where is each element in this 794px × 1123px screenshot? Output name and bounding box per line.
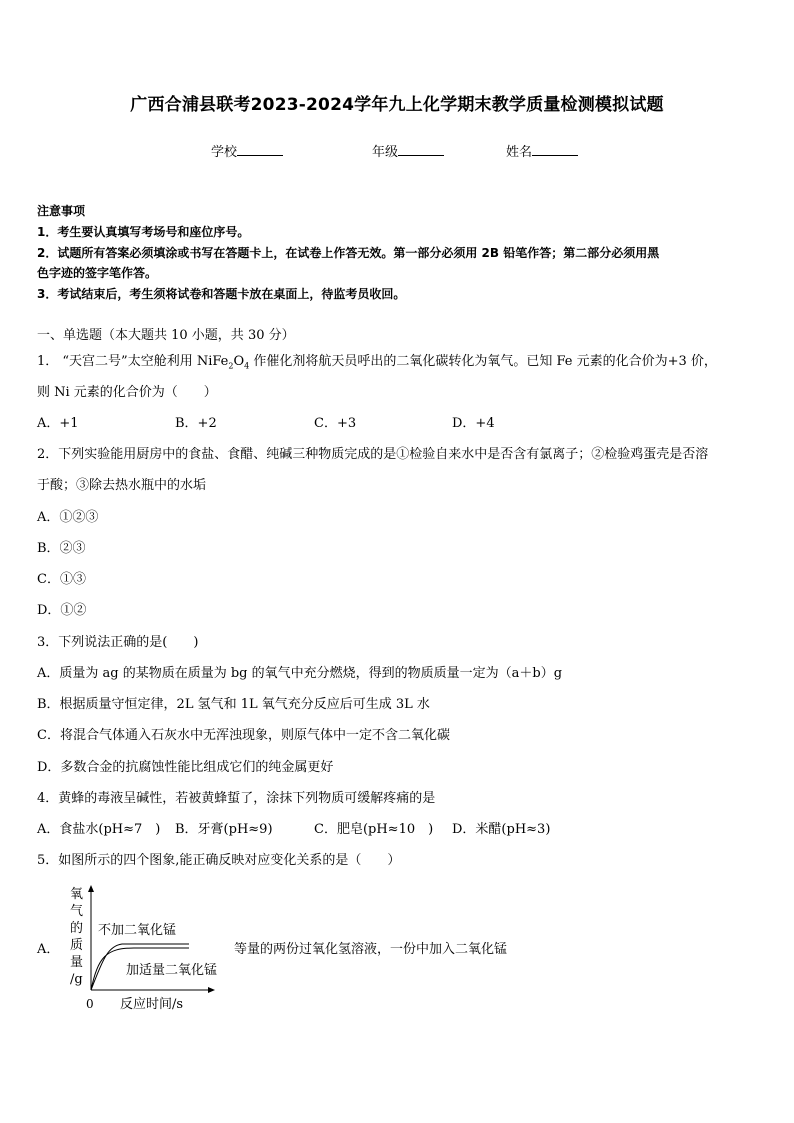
q1-text: O [233, 354, 245, 369]
notes-item: 3．考试结束后，考生须将试卷和答题卡放在桌面上，待监考员收回。 [37, 287, 406, 301]
q3-option-b[interactable]: B．根据质量守恒定律，2L 氢气和 1L 氧气充分反应后可生成 3L 水 [37, 697, 430, 712]
q1-stem-line2: 则 Ni 元素的化合价为（ ） [37, 385, 217, 400]
school-blank [237, 143, 283, 156]
q4-stem: 4．黄蜂的毒液呈碱性，若被黄蜂蜇了，涂抹下列物质可缓解疼痛的是 [37, 791, 436, 806]
name-field [506, 141, 578, 160]
q1-option-b[interactable]: B．+2 [175, 416, 217, 431]
notes-heading: 注意事项 [37, 204, 86, 218]
x-axis-arrow-icon [208, 987, 215, 993]
q1-text: 1． “天宫二号”太空舱利用 NiFe [37, 354, 229, 369]
notes-item: 2．试题所有答案必须填涂或书写在答题卡上，在试卷上作答无效。第一部分必须用 2B 铅笔作答；第二部分必须用黑 [37, 246, 660, 260]
q3-stem: 3．下列说法正确的是( ) [37, 635, 199, 650]
q4-option-a[interactable]: A．食盐水(pH≈7 ) [37, 822, 161, 837]
grade-label: 年级 [372, 145, 399, 160]
q4-option-b[interactable]: B．牙膏(pH≈9) [175, 822, 273, 837]
origin-label: 0 [86, 997, 94, 1011]
q2-option-b[interactable]: B．②③ [37, 541, 86, 556]
ylabel-char: 气 [70, 904, 84, 919]
q4-option-c[interactable]: C．肥皂(pH≈10 ) [314, 822, 434, 837]
q4-option-d[interactable]: D．米醋(pH≈3) [452, 822, 551, 837]
exam-title: 广西合浦县联考2023-2024学年九上化学期末教学质量检测模拟试题 [130, 95, 664, 115]
ylabel-char: /g [70, 972, 83, 987]
q1-option-d[interactable]: D．+4 [452, 416, 495, 431]
xlabel: 反应时间/s [120, 997, 184, 1012]
school-label: 学校 [211, 145, 238, 160]
ylabel-char: 的 [70, 921, 84, 936]
grade-blank [398, 143, 444, 156]
ylabel-char: 量 [70, 955, 84, 970]
notes-item: 1．考生要认真填写考场号和座位序号。 [37, 225, 250, 239]
q2-option-d[interactable]: D．①② [37, 603, 87, 618]
q2-stem-line1: 2．下列实验能用厨房中的食盐、食醋、纯碱三种物质完成的是①检验自来水中是否含有氯离子；②检验鸡蛋壳是否溶 [37, 447, 709, 462]
q5-graph-a [62, 882, 232, 1014]
q1-sub: 4 [244, 361, 250, 371]
q3-option-c[interactable]: C．将混合气体通入石灰水中无浑浊现象，则原气体中一定不含二氧化碳 [37, 728, 450, 743]
q3-option-d[interactable]: D．多数合金的抗腐蚀性能比组成它们的纯金属更好 [37, 760, 334, 775]
q5-option-a-text: 等量的两份过氧化氢溶液，一份中加入二氧化锰 [234, 942, 508, 957]
curve-top-label: 不加二氧化锰 [98, 923, 177, 938]
q1-stem-line1 [37, 354, 717, 375]
q3-option-a[interactable]: A．质量为 ag 的某物质在质量为 bg 的氧气中充分燃烧，得到的物质质量一定为（a＋b）g [37, 666, 563, 681]
y-axis-arrow-icon [88, 885, 94, 892]
q1-text: 作催化剂将航天员呼出的二氧化碳转化为氧气。已知 Fe 元素的化合价为+3 价， [249, 354, 717, 369]
ylabel-char: 氧 [70, 887, 84, 902]
q1-option-a[interactable]: A．+1 [37, 416, 79, 431]
curve-bottom-label: 加适量二氧化锰 [126, 963, 218, 978]
q2-stem-line2: 于酸；③除去热水瓶中的水垢 [37, 478, 207, 493]
name-label: 姓名 [506, 145, 533, 160]
ylabel-char: 质 [70, 938, 84, 953]
q5-stem: 5．如图所示的四个图象,能正确反映对应变化关系的是（ ） [37, 853, 401, 868]
q1-option-c[interactable]: C．+3 [314, 416, 357, 431]
q2-option-a[interactable]: A．①②③ [37, 510, 99, 525]
grade-field [372, 141, 444, 160]
q2-option-c[interactable]: C．①③ [37, 572, 86, 587]
q5-option-a-label[interactable]: A． [37, 942, 60, 957]
name-blank [532, 143, 578, 156]
school-field [211, 141, 283, 160]
notes-item: 色字迹的签字笔作答。 [37, 266, 158, 280]
q1-sub: 2 [228, 361, 234, 371]
section-heading: 一、单选题（本大题共 10 小题，共 30 分） [37, 328, 295, 343]
